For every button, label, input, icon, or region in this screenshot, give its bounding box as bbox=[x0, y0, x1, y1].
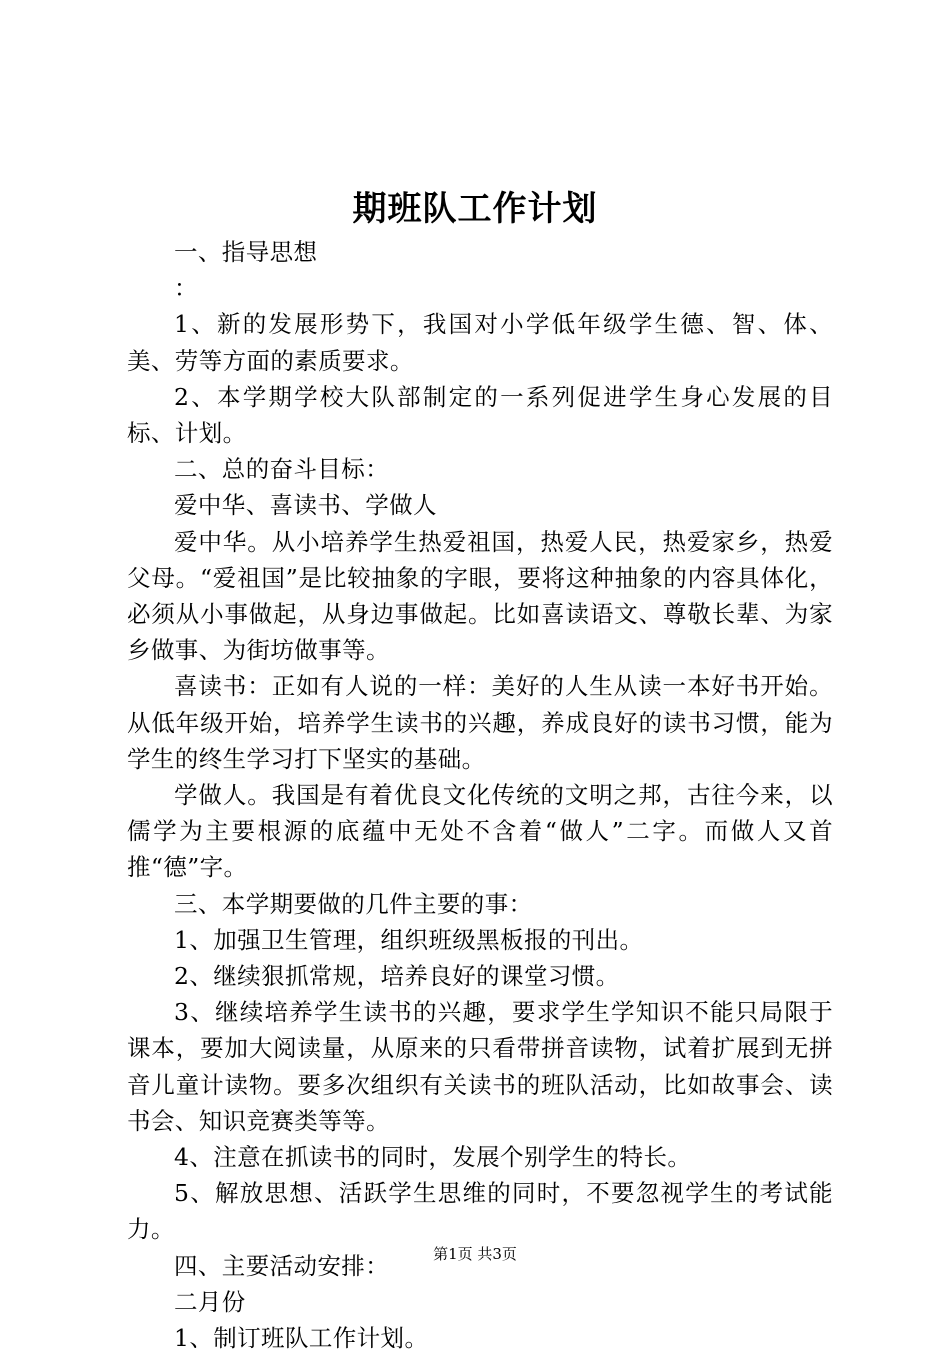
document-title: 期班队工作计划 bbox=[352, 189, 598, 229]
paragraph: 喜读书：正如有人说的一样：美好的人生从读一本好书开始。从低年级开始，培养学生读书的兴趣，养成良好的读书习惯，能为学生的终生学习打下坚实的基础。 bbox=[127, 672, 833, 773]
paragraph: 爱中华。从小培养学生热爱祖国，热爱人民，热爱家乡，热爱父母。“爱祖国”是比较抽象的字眼，要将这种抽象的内容具体化，必须从小事做起，从身边事做起。比如喜读语文、尊敬长辈、为家乡做事、为街坊做事等。 bbox=[127, 527, 833, 665]
list-item: 3、继续培养学生读书的兴趣，要求学生学知识不能只局限于课本，要加大阅读量，从原来的只看带拼音读物，试着扩展到无拼音儿童计读物。要多次组织有关读书的班队活动，比如故事会、读书会、知识竞赛类等等。 bbox=[127, 998, 833, 1135]
list-item: 1、加强卫生管理，组织班级黑板报的刊出。 bbox=[174, 925, 644, 954]
list-item: 4、注意在抓读书的同时，发展个别学生的特长。 bbox=[174, 1143, 692, 1172]
colon-line: ： bbox=[174, 274, 198, 303]
paragraph: 学做人。我国是有着优良文化传统的文明之邦，古往今来，以儒学为主要根源的底蕴中无处不含着“做人”二字。而做人又首推“德”字。 bbox=[127, 781, 833, 882]
paragraph: 1、新的发展形势下，我国对小学低年级学生德、智、体、美、劳等方面的素质要求。 bbox=[127, 310, 833, 375]
paragraph: 爱中华、喜读书、学做人 bbox=[174, 491, 437, 520]
section-heading-main-tasks: 三、本学期要做的几件主要的事： bbox=[174, 889, 533, 918]
section-heading-activities: 四、主要活动安排： bbox=[174, 1251, 390, 1280]
month-heading: 二月份 bbox=[174, 1287, 246, 1316]
paragraph: 2、本学期学校大队部制定的一系列促进学生身心发展的目标、计划。 bbox=[127, 382, 833, 448]
list-item: 5、解放思想、活跃学生思维的同时，不要忽视学生的考试能力。 bbox=[127, 1179, 833, 1244]
section-heading-guiding-thought: 一、指导思想 bbox=[174, 238, 318, 266]
page-footer: 第1页 共3页 bbox=[433, 1245, 517, 1263]
list-item: 1、制订班队工作计划。 bbox=[174, 1324, 429, 1353]
list-item: 2、继续狠抓常规，培养良好的课堂习惯。 bbox=[174, 962, 620, 991]
document-body bbox=[127, 234, 833, 1356]
section-heading-goals: 二、总的奋斗目标： bbox=[174, 455, 390, 484]
